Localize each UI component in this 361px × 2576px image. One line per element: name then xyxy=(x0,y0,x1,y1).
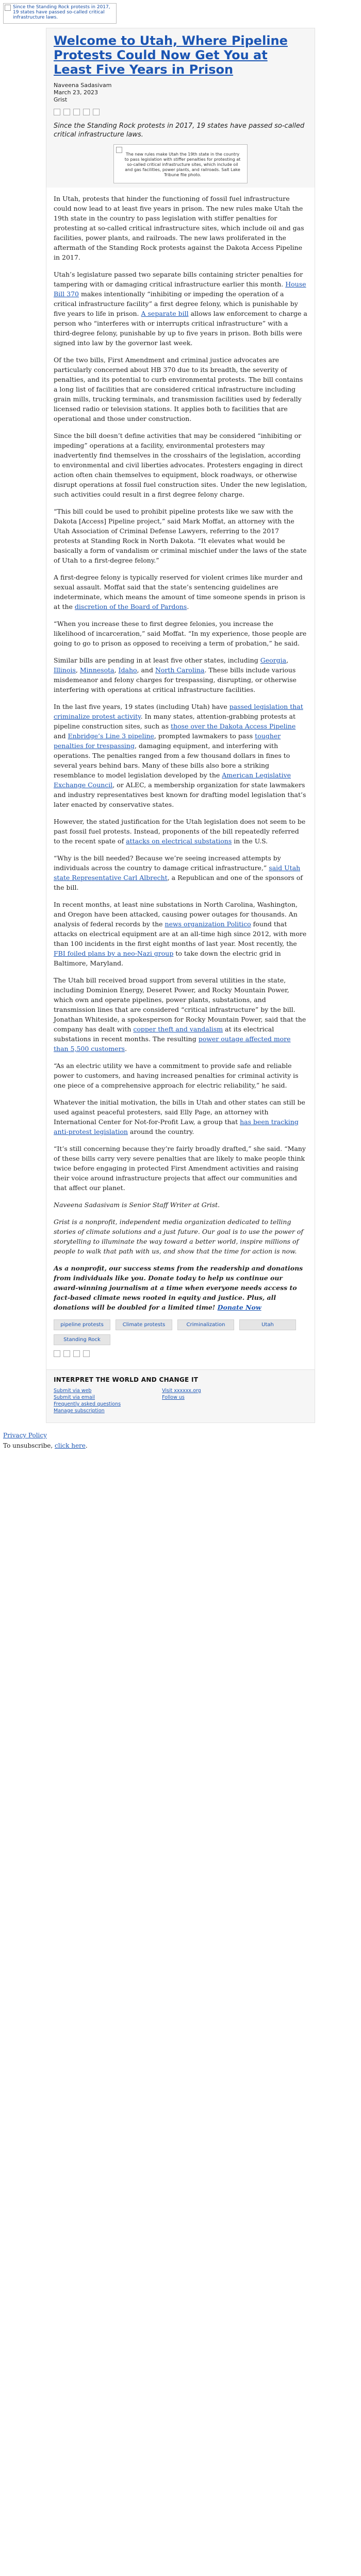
article-paragraph xyxy=(54,817,307,846)
inline-link[interactable]: A separate bill xyxy=(141,310,189,317)
author-name: Naveena Sadasivam xyxy=(54,82,112,89)
tag[interactable]: Standing Rock xyxy=(54,1334,110,1345)
paragraph-text: However, the stated justification for the Utah legislation does not seem to be past fossil fuel protests. Instead, proponents of the bill repeatedly referred to the recent spate of xyxy=(54,818,306,845)
paragraph-text: “It’s still concerning because they’re fairly broadly drafted,” she said. “Many of these bills carry very severe penalties that are likely to make people think twice before engaging in protected First Amendment activities and raising their voice around infrastructure projects that affect our communities and that affect our planet. xyxy=(54,1145,306,1192)
inline-link[interactable]: House Bill 370 xyxy=(54,280,306,298)
article-date: March 23, 2023 xyxy=(54,89,99,96)
inline-link[interactable]: power outage affected more than 5,500 customers xyxy=(54,1035,291,1053)
inline-link[interactable]: said Utah state Representative Carl Albrecht xyxy=(54,864,301,882)
inline-link[interactable]: Minnesota xyxy=(79,666,114,674)
share-link-icon[interactable] xyxy=(93,109,100,115)
share-row-bottom xyxy=(54,1350,307,1357)
article-paragraph xyxy=(54,355,307,423)
paragraph-text: Utah’s legislature passed two separate bills containing stricter penalties for tampering with or damaging critical infrastructure earlier this month. xyxy=(54,270,303,288)
inline-link[interactable]: North Carolina xyxy=(155,666,205,674)
donate-cta xyxy=(54,1263,307,1312)
footer-link-visit-site[interactable]: Visit xxxxxx.org xyxy=(162,1388,201,1394)
post-footer xyxy=(0,1423,361,1456)
inline-link[interactable]: copper theft and vandalism xyxy=(133,1025,223,1033)
paragraph-text: , or ALEC, a membership organization for state lawmakers and industry representatives best known for drafting model legislation that’s later enacted by conservative states. xyxy=(54,781,306,808)
inline-link[interactable]: Illinois xyxy=(54,666,76,674)
inline-link[interactable]: those over the Dakota Access Pipeline xyxy=(170,722,296,730)
unsubscribe-link[interactable]: click here xyxy=(55,1442,86,1449)
footer-columns xyxy=(54,1387,307,1414)
broken-image-icon xyxy=(116,147,122,153)
figure-caption: The new rules make Utah the 19th state in the country to pass legislation with stiffer penalties for protesting at so-called critical infrastructure sites, which include oil and gas facilities, power plants, and railroads. Salt Lake Tribune file photo. xyxy=(124,152,241,177)
tag[interactable]: Climate protests xyxy=(116,1319,172,1330)
paragraph-text: in the U.S. xyxy=(232,837,268,845)
article-paragraph xyxy=(54,900,307,968)
newsletter-footer xyxy=(46,1369,315,1422)
paragraph-text: Similar bills are pending in at least five other states, including xyxy=(54,656,260,664)
tag-list xyxy=(54,1319,307,1345)
share-twitter-icon[interactable] xyxy=(63,1350,70,1357)
paragraph-text: at its electrical substations in recent months. The resulting xyxy=(54,1025,274,1043)
article-paragraph xyxy=(54,1144,307,1193)
article-body xyxy=(46,188,315,1369)
paragraph-text: In Utah, protests that hinder the functioning of fossil fuel infrastructure could now lead to at least five years in prison. The new rules make Utah the 19th state in the country to pass legislation with stiffer penalties for protesting at so-called critical infrastructure sites, which include oil and gas facilities, power plants, and railroads. The new laws proliferated in the aftermath of the Standing Rock protests against the Dakota Access Pipeline in 2017. xyxy=(54,195,304,261)
inline-link[interactable]: discretion of the Board of Pardons xyxy=(74,603,187,611)
share-facebook-icon[interactable] xyxy=(54,1350,60,1357)
paragraph-text: . In many states, attention-grabbing protests at pipeline construction sites, such as xyxy=(54,713,296,730)
paragraph-text: . xyxy=(124,1045,127,1053)
footer-title: INTERPRET THE WORLD AND CHANGE IT xyxy=(54,1376,199,1383)
paragraph-text: , prompted lawmakers to pass xyxy=(154,732,255,740)
tag[interactable]: Utah xyxy=(239,1319,296,1330)
inline-link[interactable]: has been tracking anti-protest legislation xyxy=(54,1118,299,1136)
paragraph-text: makes intentionally “inhibiting or impeding the operation of a critical infrastructure facility” a first degree felony, which is punishable by five years to life in prison. xyxy=(54,290,298,317)
privacy-policy-link[interactable]: Privacy Policy xyxy=(3,1432,47,1439)
footer-link-submit-email[interactable]: Submit via email xyxy=(54,1395,95,1400)
article-title[interactable]: Welcome to Utah, Where Pipeline Protests Could Now Get You at Least Five Years in Prison xyxy=(54,33,288,77)
article-paragraph xyxy=(54,853,307,892)
tag[interactable]: pipeline protests xyxy=(54,1319,110,1330)
article-paragraph xyxy=(54,1061,307,1090)
unsubscribe-text: To unsubscribe, xyxy=(3,1442,55,1449)
lead-image xyxy=(113,144,248,183)
paragraph-text: , xyxy=(75,666,80,674)
paragraph-text: A first-degree felony is typically reserved for violent crimes like murder and sexual assault. Moffat said that the state’s sentencing guidelines are indeterminate, which means the amount of time someone spends in prison is at the xyxy=(54,573,305,611)
inline-link[interactable]: attacks on electrical substations xyxy=(126,837,232,845)
paragraph-text: found that attacks on electrical equipment are at an all-time high since 2012, with more than 100 incidents in the first eight months of last year. Most recently, the xyxy=(54,920,307,947)
footer-col-right xyxy=(162,1387,201,1414)
share-row xyxy=(54,109,307,115)
paragraph-text: “When you increase these to first degree felonies, you increase the likelihood of incarceration,” said Moffat. “In my experience, those people are going to go to prison as opposed to receiving a term of probation,” he said. xyxy=(54,620,307,647)
article-paragraph xyxy=(54,655,307,694)
article-paragraphs xyxy=(54,194,307,1193)
unsubscribe-suffix: . xyxy=(85,1442,88,1449)
paragraph-text: around the country. xyxy=(127,1128,194,1136)
article-paragraph xyxy=(54,975,307,1054)
inline-link[interactable]: Idaho xyxy=(118,666,137,674)
footer-link-manage-subscription[interactable]: Manage subscription xyxy=(54,1408,105,1414)
paragraph-text: . xyxy=(187,603,189,611)
paragraph-text: , a Republican and one of the sponsors of the bill. xyxy=(54,874,303,891)
share-linkedin-icon[interactable] xyxy=(73,1350,80,1357)
paragraph-text: . These bills include various misdemeanor and felony charges for trespassing, disrupting, or otherwise interfering with operations at critical infrastructure facilities. xyxy=(54,666,297,693)
paragraph-text: , xyxy=(286,656,289,664)
share-facebook-icon[interactable] xyxy=(54,109,60,115)
paragraph-text: Whatever the initial motivation, the bills in Utah and other states can still be used against peaceful protesters, said Elly Page, an attorney with International Center for Not-for-Profit Law, a group that xyxy=(54,1098,305,1126)
inline-link[interactable]: Georgia xyxy=(260,656,287,664)
share-email-icon[interactable] xyxy=(83,1350,90,1357)
donate-now-link[interactable]: Donate Now xyxy=(217,1303,261,1311)
footer-link-submit-web[interactable]: Submit via web xyxy=(54,1388,92,1394)
paragraph-text: Of the two bills, First Amendment and criminal justice advocates are particularly concerned about HB 370 due to its breadth, the severity of penalties, and its potential to curb environmental protests. The bill contains a long list of facilities that are considered critical infrastructure including grain mills, trucking terminals, and transmission facilities used by federally licensed radio or television stations. It applies both to facilities that are operational and those under construction. xyxy=(54,356,303,422)
paragraph-text: , and xyxy=(137,666,155,674)
paragraph-text: The Utah bill received broad support from several utilities in the state, including Dominion Energy, Deseret Power, and Rocky Mountain Power, which own and operate pipelines, power plants, substations, and transmission lines that are considered “critical infrastructure” by the bill. Jonathan Whiteside, a spokesperson for Rocky Mountain Power, said that the company has dealt with xyxy=(54,976,306,1033)
article-paragraph xyxy=(54,269,307,348)
header-image-alt: Since the Standing Rock protests in 2017, 19 states have passed so-called critical infrastructure laws. xyxy=(13,5,110,20)
article-paragraph xyxy=(54,702,307,809)
paragraph-text: In recent months, at least nine substations in North Carolina, Washington, and Oregon have been attacked, causing power outages for thousands. An analysis of federal records by the xyxy=(54,901,298,928)
share-twitter-icon[interactable] xyxy=(63,109,70,115)
footer-col-left xyxy=(54,1387,121,1414)
paragraph-text: , damaging equipment, and interfering with operations. The penalties ranged from a few thousand dollars in fines to several years behind bars. Many of these bills also bore a striking resemblance to model legislation developed by the xyxy=(54,742,290,779)
inline-link[interactable]: American Legislative Exchange Council xyxy=(54,771,291,789)
article-dek: Since the Standing Rock protests in 2017, 19 states have passed so-called critical infrastructure laws. xyxy=(54,122,305,139)
paragraph-text: to take down the electric grid in Baltimore, Maryland. xyxy=(54,950,281,967)
footer-link-faq[interactable]: Frequently asked questions xyxy=(54,1401,121,1407)
share-linkedin-icon[interactable] xyxy=(73,109,80,115)
publication-name: Grist xyxy=(54,96,68,103)
article-card xyxy=(46,28,315,1423)
article-paragraph xyxy=(54,506,307,565)
broken-image-icon xyxy=(5,5,11,11)
inline-link[interactable]: Enbridge’s Line 3 pipeline xyxy=(68,732,154,740)
inline-link[interactable]: passed legislation that criminalize protest activity xyxy=(54,703,303,720)
author-bio: Naveena Sadasivam is Senior Staff Writer at Grist. xyxy=(54,1201,220,1209)
article-paragraph xyxy=(54,1097,307,1137)
paragraph-text: allows law enforcement to charge a person who “interferes with or interrupts critical infrastructure” with a third-degree felony, punishable by up to five years in prison. Both bills were signed into law by the governor last week. xyxy=(54,310,307,347)
tag[interactable]: Criminalization xyxy=(177,1319,234,1330)
header-image[interactable] xyxy=(3,3,117,24)
article-paragraph xyxy=(54,572,307,612)
footer-link-follow-us[interactable]: Follow us xyxy=(162,1395,185,1400)
grist-boilerplate: Grist is a nonprofit, independent media organization dedicated to telling stories of climate solutions and a just future. Our goal is to use the power of storytelling to illuminate the way toward a better world, inspire millions of people to walk that path with us, and show that the time for action is now. xyxy=(54,1218,303,1255)
paragraph-text: and xyxy=(54,732,68,740)
inline-link[interactable]: news organization Politico xyxy=(165,920,251,928)
share-email-icon[interactable] xyxy=(83,109,90,115)
donate-cta-text: As a nonprofit, our success stems from the readership and donations from individuals like you. Donate today to help us continue our award-winning journalism at a time when everyone needs access to fact-based climate news rooted in equity and justice. Plus, all donations will be doubled for a limited time! xyxy=(54,1264,303,1311)
article-paragraph xyxy=(54,194,307,262)
article-inner xyxy=(46,28,315,1422)
inline-link[interactable]: tougher penalties for trespassing xyxy=(54,732,281,750)
paragraph-text: , xyxy=(114,666,119,674)
unsubscribe-line xyxy=(3,1440,358,1451)
article-paragraph xyxy=(54,619,307,648)
paragraph-text: “As an electric utility we have a commitment to provide safe and reliable power to customers, and having increased penalties for criminal activity is one piece of a comprehensive approach for electric reliability,” he said. xyxy=(54,1062,299,1089)
article-paragraph xyxy=(54,431,307,499)
preheader xyxy=(0,0,361,24)
paragraph-text: “This bill could be used to prohibit pipeline protests like we saw with the Dakota [Access] Pipeline project,” said Mark Moffat, an attorney with the Utah Association of Criminal Defense Lawyers, referring to the 2017 protests at Standing Rock in North Dakota. “It elevates what would be basically a form of vandalism or criminal mischief under the laws of the state of Utah to a first-degree felony.” xyxy=(54,507,307,564)
inline-link[interactable]: FBI foiled plans by a neo-Nazi group xyxy=(54,950,174,957)
paragraph-text: In the last five years, 19 states (including Utah) have xyxy=(54,703,229,710)
paragraph-text: “Why is the bill needed? Because we’re seeing increased attempts by individuals across the country to damage critical infrastructure,” xyxy=(54,854,281,872)
paragraph-text: Since the bill doesn’t define activities that may be considered “inhibiting or impeding” operations at a facility, environmental protesters may inadvertently find themselves in the crosshairs of the legislation, according to environmental and civil liberties advocates. Protesters engaging in direct action often chain themselves to equipment, block roadways, or otherwise disrupt operations at fossil fuel construction sites. Under the new legislation, such activities could result in a first degree felony charge. xyxy=(54,432,307,498)
